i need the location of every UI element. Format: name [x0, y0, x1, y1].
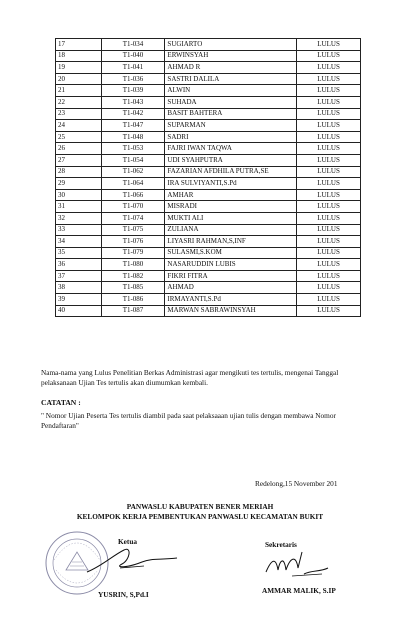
table-row — [56, 73, 361, 85]
participant-name: FAZARIAN AFDHILA PUTRA,SE — [165, 166, 297, 178]
row-number: 19 — [56, 62, 102, 74]
result-status: LULUS — [297, 85, 361, 97]
participant-name: FAJRI IWAN TAQWA — [165, 143, 297, 155]
result-status: LULUS — [297, 73, 361, 85]
table-row — [56, 294, 361, 306]
participant-name: ZULIANA — [165, 224, 297, 236]
result-status: LULUS — [297, 154, 361, 166]
table-row — [56, 85, 361, 97]
row-number: 28 — [56, 166, 102, 178]
test-code: T1-040 — [101, 50, 165, 62]
result-status: LULUS — [297, 62, 361, 74]
test-code: T1-075 — [101, 224, 165, 236]
row-number: 36 — [56, 259, 102, 271]
test-code: T1-064 — [101, 178, 165, 190]
participant-name: FIKRI FITRA — [165, 270, 297, 282]
test-code: T1-054 — [101, 154, 165, 166]
test-code: T1-080 — [101, 259, 165, 271]
working-group-name: KELOMPOK KERJA PEMBENTUKAN PANWASLU KECAMATAN BUKIT — [76, 512, 324, 521]
table-row — [56, 189, 361, 201]
participant-name: ERWINSYAH — [165, 50, 297, 62]
test-code: T1-053 — [101, 143, 165, 155]
test-code: T1-085 — [101, 282, 165, 294]
row-number: 18 — [56, 50, 102, 62]
participant-name: SULASMI,S.KOM — [165, 247, 297, 259]
participant-name: UDI SYAHPUTRA — [165, 154, 297, 166]
participant-name: MISRADI — [165, 201, 297, 213]
test-code: T1-070 — [101, 201, 165, 213]
test-code: T1-034 — [101, 39, 165, 51]
test-code: T1-042 — [101, 108, 165, 120]
result-status: LULUS — [297, 131, 361, 143]
table-row — [56, 224, 361, 236]
row-number: 21 — [56, 85, 102, 97]
participant-name: IRMAYANTI,S.Pd — [165, 294, 297, 306]
table-row — [56, 50, 361, 62]
table-row — [56, 247, 361, 259]
table-row — [56, 108, 361, 120]
result-status: LULUS — [297, 224, 361, 236]
test-code: T1-079 — [101, 247, 165, 259]
row-number: 20 — [56, 73, 102, 85]
participant-name: AHMAD R — [165, 62, 297, 74]
row-number: 39 — [56, 294, 102, 306]
row-number: 29 — [56, 178, 102, 190]
row-number: 23 — [56, 108, 102, 120]
table-row — [56, 131, 361, 143]
results-table-body — [56, 39, 361, 317]
table-row — [56, 236, 361, 248]
row-number: 31 — [56, 201, 102, 213]
row-number: 38 — [56, 282, 102, 294]
participant-name: NASARUDDIN LUBIS — [165, 259, 297, 271]
result-status: LULUS — [297, 282, 361, 294]
row-number: 30 — [56, 189, 102, 201]
result-status: LULUS — [297, 294, 361, 306]
test-code: T1-041 — [101, 62, 165, 74]
test-code: T1-043 — [101, 96, 165, 108]
test-code: T1-066 — [101, 189, 165, 201]
announcement-note: Nama-nama yang Lulus Penelitian Berkas Administrasi agar mengikuti tes tertulis, mengenai Tanggal pelaksanaan Ujian Tes tertulis akan diumumkan kembali. — [41, 368, 339, 387]
table-row — [56, 143, 361, 155]
result-status: LULUS — [297, 50, 361, 62]
row-number: 33 — [56, 224, 102, 236]
catatan-text: " Nomor Ujian Peserta Tes tertulis diambil pada saat pelaksaaan ujian tulis dengan membawa Nomor Pendaftaran" — [41, 411, 336, 430]
catatan-title: CATATAN : — [41, 398, 81, 407]
row-number: 27 — [56, 154, 102, 166]
participant-name: MARWAN SABRAWINSYAH — [165, 305, 297, 317]
participant-name: IRA SULVIYANTI,S.Pd — [165, 178, 297, 190]
participant-name: SADRI — [165, 131, 297, 143]
table-row — [56, 166, 361, 178]
result-status: LULUS — [297, 143, 361, 155]
place-date: Redelong,15 November 201 — [255, 479, 338, 488]
row-number: 40 — [56, 305, 102, 317]
result-status: LULUS — [297, 96, 361, 108]
table-row — [56, 282, 361, 294]
result-status: LULUS — [297, 166, 361, 178]
test-code: T1-086 — [101, 294, 165, 306]
test-code: T1-082 — [101, 270, 165, 282]
row-number: 24 — [56, 120, 102, 132]
table-row — [56, 154, 361, 166]
result-status: LULUS — [297, 259, 361, 271]
ketua-name: YUSRIN, S,Pd.I — [98, 590, 149, 599]
row-number: 35 — [56, 247, 102, 259]
table-row — [56, 39, 361, 51]
row-number: 25 — [56, 131, 102, 143]
table-row — [56, 120, 361, 132]
result-status: LULUS — [297, 305, 361, 317]
test-code: T1-062 — [101, 166, 165, 178]
participant-name: AMHAR — [165, 189, 297, 201]
test-code: T1-074 — [101, 212, 165, 224]
table-row — [56, 259, 361, 271]
test-code: T1-036 — [101, 73, 165, 85]
test-code: T1-048 — [101, 131, 165, 143]
sekretaris-signature — [262, 550, 332, 580]
sekretaris-name: AMMAR MALIK, S.IP — [262, 586, 336, 595]
test-code: T1-039 — [101, 85, 165, 97]
ketua-title: Ketua — [118, 537, 138, 546]
row-number: 34 — [56, 236, 102, 248]
participant-name: SASTRI DALILA — [165, 73, 297, 85]
table-row — [56, 178, 361, 190]
organization-name: PANWASLU KABUPATEN BENER MERIAH — [126, 502, 274, 511]
test-code: T1-087 — [101, 305, 165, 317]
participant-name: SUGIARTO — [165, 39, 297, 51]
row-number: 32 — [56, 212, 102, 224]
participant-name: SUHADA — [165, 96, 297, 108]
result-status: LULUS — [297, 120, 361, 132]
row-number: 26 — [56, 143, 102, 155]
result-status: LULUS — [297, 270, 361, 282]
table-row — [56, 201, 361, 213]
row-number: 37 — [56, 270, 102, 282]
result-status: LULUS — [297, 39, 361, 51]
participant-name: ALWIN — [165, 85, 297, 97]
table-row — [56, 305, 361, 317]
participant-name: LIYASRI RAHMAN,S,INF — [165, 236, 297, 248]
sekretaris-title: Sekretaris — [265, 540, 297, 549]
row-number: 22 — [56, 96, 102, 108]
result-status: LULUS — [297, 189, 361, 201]
result-status: LULUS — [297, 212, 361, 224]
result-status: LULUS — [297, 108, 361, 120]
row-number: 17 — [56, 39, 102, 51]
table-row — [56, 212, 361, 224]
test-code: T1-047 — [101, 120, 165, 132]
participant-name: BASIT BAHTERA — [165, 108, 297, 120]
result-status: LULUS — [297, 247, 361, 259]
participant-name: AHMAD — [165, 282, 297, 294]
table-row — [56, 270, 361, 282]
participant-name: MUKTI ALI — [165, 212, 297, 224]
result-status: LULUS — [297, 201, 361, 213]
table-row — [56, 96, 361, 108]
results-table — [55, 38, 361, 317]
result-status: LULUS — [297, 178, 361, 190]
participant-name: SUPARMAN — [165, 120, 297, 132]
test-code: T1-076 — [101, 236, 165, 248]
table-row — [56, 62, 361, 74]
result-status: LULUS — [297, 236, 361, 248]
